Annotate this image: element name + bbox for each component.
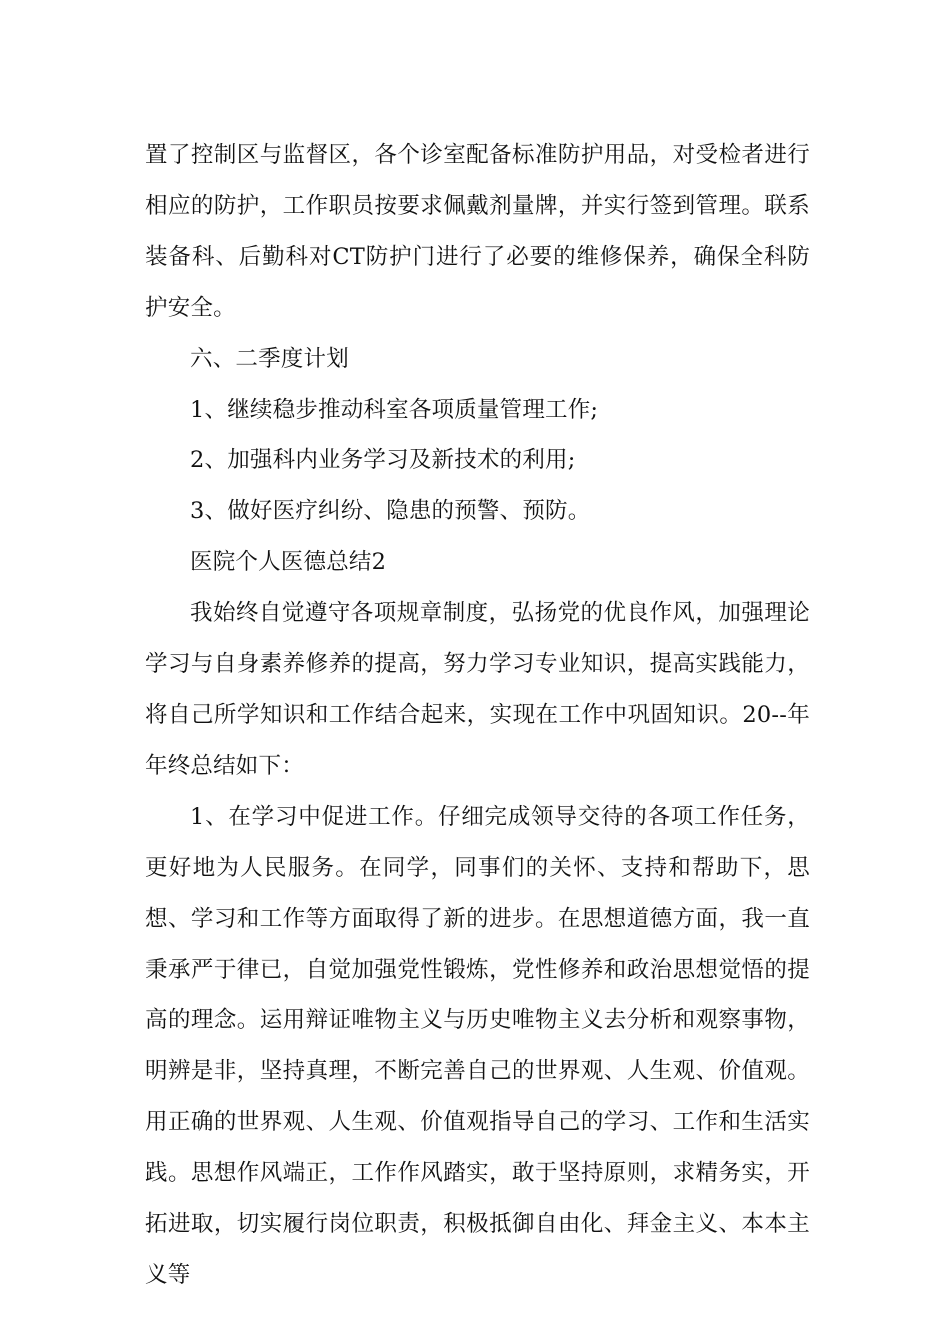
paragraph-protection-continued: 置了控制区与监督区，各个诊室配备标准防护用品，对受检者进行相应的防护，工作职员按要求佩戴剂量牌，并实行签到管理。联系装备科、后勤科对CT防护门进行了必要的维修保养，确保全科防护安全。 bbox=[145, 142, 810, 321]
plan-item-3: 3、做好医疗纠纷、隐患的预警、预防。 bbox=[190, 498, 591, 525]
section-title-summary-2: 医院个人医德总结2 bbox=[190, 549, 387, 576]
plan-item-1: 1、继续稳步推动科室各项质量管理工作; bbox=[190, 396, 599, 423]
document-body bbox=[145, 130, 810, 1301]
paragraph-item-1: 1、在学习中促进工作。仔细完成领导交待的各项工作任务，更好地为人民服务。在同学，同事们的关怀、支持和帮助下，思想、学习和工作等方面取得了新的进步。在思想道德方面，我一直秉承严于律已，自觉加强党性锻炼，党性修养和政治思想觉悟的提高的理念。运用辩证唯物主义与历史唯物主义去分析和观察事物，明辨是非，坚持真理，不断完善自己的世界观、人生观、价值观。用正确的世界观、人生观、价值观指导自己的学习、工作和生活实践。思想作风端正，工作作风踏实，敢于坚持原则，求精务实，开拓进取，切实履行岗位职责，积极抵御自由化、拜金主义、本本主义等 bbox=[145, 803, 810, 1288]
plan-item-2: 2、加强科内业务学习及新技术的利用; bbox=[190, 447, 576, 474]
paragraph-intro: 我始终自觉遵守各项规章制度，弘扬党的优良作风，加强理论学习与自身素养修养的提高，努力学习专业知识，提高实践能力，将自己所学知识和工作结合起来，实现在工作中巩固知识。20--年年终总结如下： bbox=[145, 600, 810, 779]
section-heading-q2-plan: 六、二季度计划 bbox=[190, 345, 349, 372]
